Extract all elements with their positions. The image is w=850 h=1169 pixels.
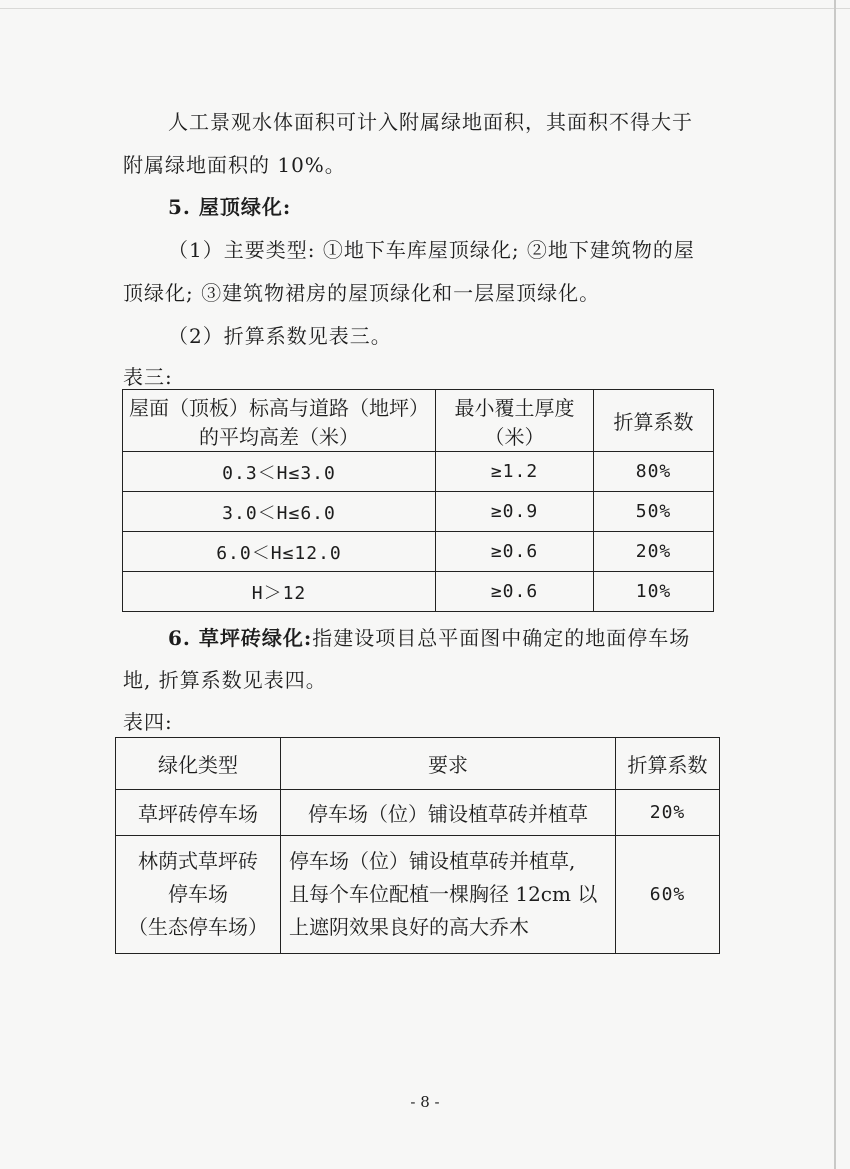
paragraph-line: 地, 折算系数见表四。 bbox=[123, 668, 327, 692]
table-header-row bbox=[123, 390, 714, 452]
table-header bbox=[123, 390, 436, 452]
table-row bbox=[123, 532, 714, 572]
table-header bbox=[436, 390, 594, 452]
scan-edge-top bbox=[0, 8, 850, 9]
header-line: 最小覆土厚度 bbox=[454, 395, 575, 420]
paragraph-line: （2）折算系数见表三。 bbox=[168, 324, 392, 348]
table-row bbox=[123, 492, 714, 532]
table-cell: 20% bbox=[616, 790, 720, 836]
paragraph-line: （1）主要类型: ①地下车库屋顶绿化; ②地下建筑物的屋 bbox=[168, 238, 695, 262]
table-caption: 表四: bbox=[123, 710, 173, 734]
section-heading: 5. 屋顶绿化: bbox=[168, 195, 292, 219]
header-line: （米） bbox=[484, 424, 545, 449]
table-row bbox=[123, 452, 714, 492]
cell-line: 林荫式草坪砖 bbox=[138, 849, 258, 873]
table-caption: 表三: bbox=[123, 365, 173, 389]
table-header: 要求 bbox=[281, 738, 616, 790]
table-header-row bbox=[116, 738, 720, 790]
table-three bbox=[122, 389, 714, 612]
table-cell: 草坪砖停车场 bbox=[116, 790, 281, 836]
table-header: 绿化类型 bbox=[116, 738, 281, 790]
table-row bbox=[116, 836, 720, 954]
section-heading: 6. 草坪砖绿化: bbox=[168, 626, 313, 650]
table-cell: ≥0.9 bbox=[436, 492, 594, 532]
table-cell bbox=[116, 836, 281, 954]
paragraph-line: 附属绿地面积的 10%。 bbox=[123, 153, 346, 177]
table-cell: H＞12 bbox=[123, 572, 436, 612]
cell-line: （生态停车场） bbox=[128, 915, 268, 939]
table-cell: 停车场（位）铺设植草砖并植草 bbox=[281, 790, 616, 836]
table-cell: ≥0.6 bbox=[436, 532, 594, 572]
cell-line: 且每个车位配植一棵胸径 12cm 以 bbox=[289, 882, 598, 906]
paragraph-line bbox=[168, 624, 768, 652]
table-four bbox=[115, 737, 720, 954]
page-number: - 8 - bbox=[410, 1093, 440, 1111]
cell-line: 上遮阴效果良好的高大乔木 bbox=[289, 915, 529, 939]
table-cell: 6.0＜H≤12.0 bbox=[123, 532, 436, 572]
table-cell: 0.3＜H≤3.0 bbox=[123, 452, 436, 492]
cell-line: 停车场（位）铺设植草砖并植草, bbox=[289, 849, 576, 873]
table-row bbox=[116, 790, 720, 836]
table-cell: ≥0.6 bbox=[436, 572, 594, 612]
table-cell: ≥1.2 bbox=[436, 452, 594, 492]
scan-edge-right bbox=[834, 0, 836, 1169]
header-line: 的平均高差（米） bbox=[199, 424, 359, 449]
table-cell bbox=[281, 836, 616, 954]
cell-line: 停车场 bbox=[168, 882, 228, 906]
paragraph-text: 指建设项目总平面图中确定的地面停车场 bbox=[312, 626, 691, 650]
table-row bbox=[123, 572, 714, 612]
table-cell: 60% bbox=[616, 836, 720, 954]
paragraph-line: 人工景观水体面积可计入附属绿地面积，其面积不得大于 bbox=[168, 110, 693, 134]
table-header: 折算系数 bbox=[616, 738, 720, 790]
table-header: 折算系数 bbox=[594, 390, 714, 452]
table-cell: 10% bbox=[594, 572, 714, 612]
table-cell: 3.0＜H≤6.0 bbox=[123, 492, 436, 532]
paragraph-line: 顶绿化; ③建筑物裙房的屋顶绿化和一层屋顶绿化。 bbox=[123, 281, 601, 305]
header-line: 屋面（顶板）标高与道路（地坪） bbox=[129, 395, 429, 420]
table-cell: 80% bbox=[594, 452, 714, 492]
table-cell: 20% bbox=[594, 532, 714, 572]
table-cell: 50% bbox=[594, 492, 714, 532]
